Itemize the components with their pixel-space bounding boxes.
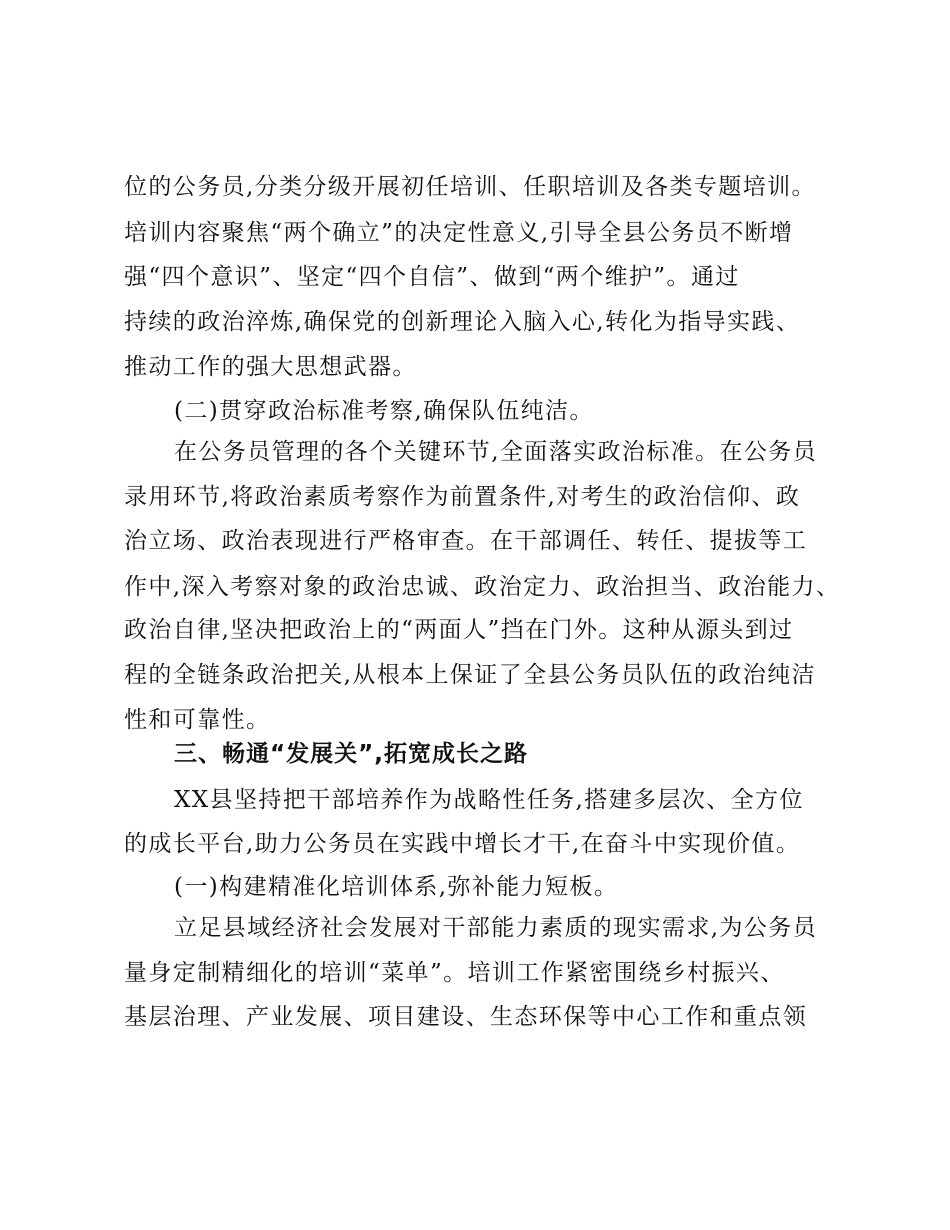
paragraph-line: 位的公务员,分类分级开展初任培训、任职培训及各类专题培训。 <box>124 174 816 200</box>
paragraph-line: 录用环节,将政治素质考察作为前置条件,对考生的政治信仰、政 <box>124 484 801 510</box>
subheading: (一)构建精准化培训体系,弥补能力短板。 <box>174 874 619 900</box>
paragraph-line: 持续的政治淬炼,确保党的创新理论入脑入心,转化为指导实践、 <box>124 309 801 335</box>
paragraph-line: 治立场、政治表现进行严格审查。在干部调任、转任、提拔等工 <box>124 528 808 554</box>
paragraph-line: 性和可靠性。 <box>124 707 271 733</box>
paragraph-line: 程的全链条政治把关,从根本上保证了全县公务员队伍的政治纯洁 <box>124 662 816 688</box>
paragraph-line: 基层治理、产业发展、项目建设、生态环保等中心工作和重点领 <box>124 1004 808 1030</box>
paragraph-line: 的成长平台,助力公务员在实践中增长才干,在奋斗中实现价值。 <box>124 831 801 857</box>
paragraph-line: 政治自律,坚决把政治上的“两面人”挡在门外。这种从源头到过 <box>124 617 794 643</box>
paragraph-line: 量身定制精细化的培训“菜单”。培训工作紧密围绕乡村振兴、 <box>124 960 785 986</box>
section-heading: 三、畅通“发展关”,拓宽成长之路 <box>174 741 528 767</box>
paragraph-line: XX县坚持把干部培养作为战略性任务,搭建多层次、全方位 <box>174 787 804 813</box>
paragraph-line: 立足县域经济社会发展对干部能力素质的现实需求,为公务员 <box>174 915 818 941</box>
paragraph-line: 推动工作的强大思想武器。 <box>124 354 417 380</box>
paragraph-line: 作中,深入考察对象的政治忠诚、政治定力、政治担当、政治能力、 <box>124 574 841 600</box>
paragraph-line: 强“四个意识”、坚定“四个自信”、做到“两个维护”。通过 <box>124 264 740 290</box>
paragraph-line: 培训内容聚焦“两个确立”的决定性意义,引导全县公务员不断增 <box>124 220 794 246</box>
paragraph-line: 在公务员管理的各个关键环节,全面落实政治标准。在公务员 <box>174 439 818 465</box>
subheading: (二)贯穿政治标准考察,确保队伍纯洁。 <box>174 398 594 424</box>
